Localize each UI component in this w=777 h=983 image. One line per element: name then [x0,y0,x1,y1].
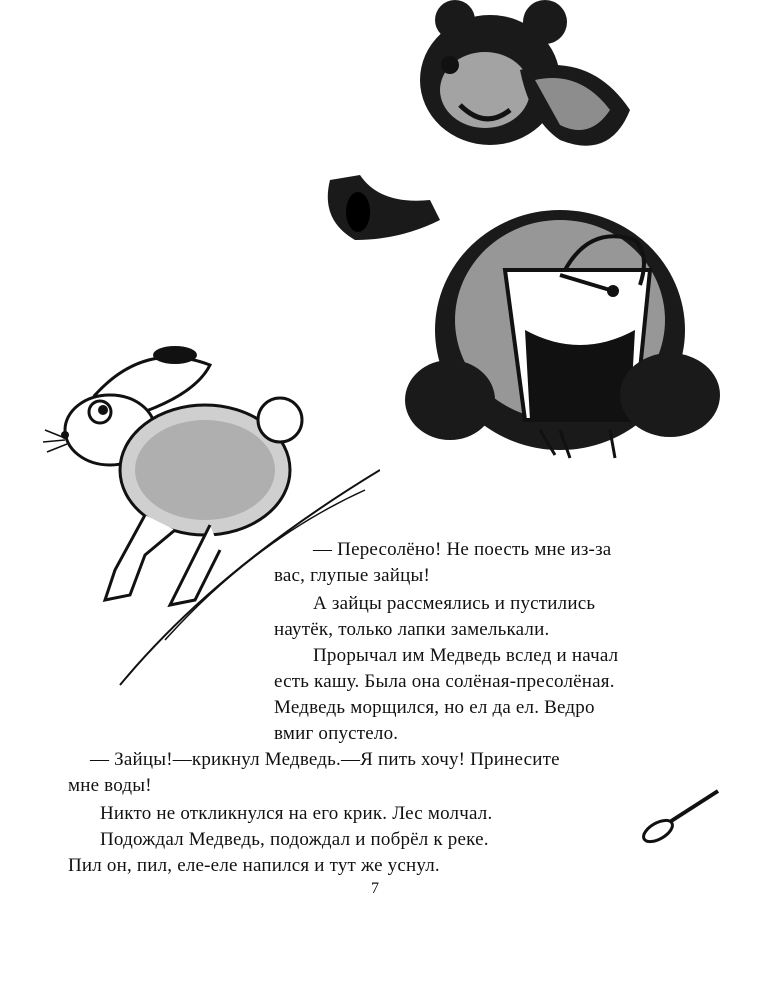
text-line-6: есть кашу. Была она солёная-пресолёная. [274,671,615,692]
spoon-illustration [640,785,725,845]
text-line-5: Прорычал им Медведь вслед и начал [313,645,619,666]
text-line-1: — Пересолёно! Не поесть мне из-за [313,539,612,560]
text-line-4: наутёк, только лапки замелькали. [274,619,550,640]
text-line-11: Никто не откликнулся на его крик. Лес молчал. [100,803,493,824]
text-line-2: вас, глупые зайцы! [274,565,430,586]
text-line-3: А зайцы рассмеялись и пустились [313,593,596,614]
page-number: 7 [371,880,379,897]
text-line-9: — Зайцы!—крикнул Медведь.—Я пить хочу! Принесите [90,749,560,770]
text-line-8: вмиг опустело. [274,723,399,744]
text-line-7: Медведь морщился, но ел да ел. Ведро [274,697,595,718]
text-line-10: мне воды! [68,775,152,796]
text-line-12: Подождал Медведь, подождал и побрёл к реке. [100,829,489,850]
text-line-13: Пил он, пил, еле-еле напился и тут же уснул. [68,855,440,876]
